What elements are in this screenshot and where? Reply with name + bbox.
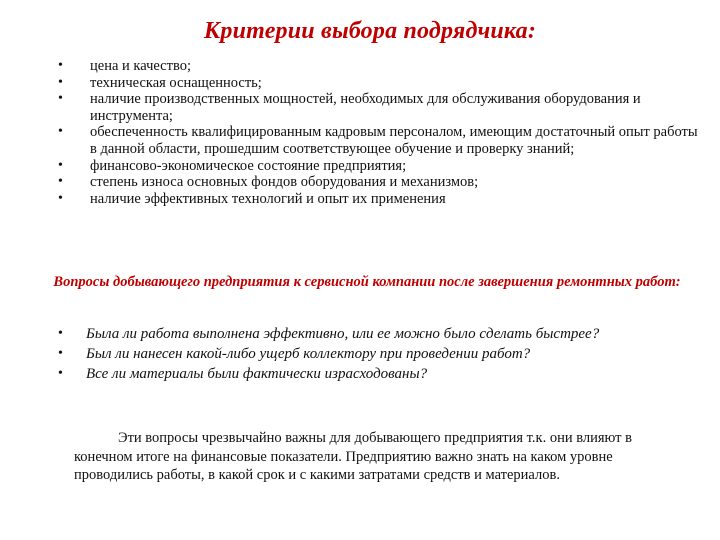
questions-list — [56, 325, 656, 385]
criteria-item: • техническая оснащенность; — [56, 75, 706, 92]
criteria-item: • финансово-экономическое состояние предприятия; — [56, 158, 706, 175]
criteria-item: • наличие эффективных технологий и опыт их применения — [56, 191, 706, 208]
criteria-item: • обеспеченность квалифицированным кадровым персоналом, имеющим достаточный опыт работы в данной области, прошедшим соответствующее обучение и проверку знаний; — [56, 124, 706, 157]
page-title: Критерии выбора подрядчика: — [203, 18, 537, 44]
question-item: • Был ли нанесен какой-либо ущерб коллектору при проведении работ? — [56, 345, 656, 363]
questions-heading: Вопросы добывающего предприятия к сервисной компании после завершения ремонтных работ: — [53, 274, 681, 290]
criteria-list — [56, 58, 706, 207]
conclusion-paragraph: Эти вопросы чрезвычайно важны для добывающего предприятия т.к. они влияют в конечном итоге на финансовые показатели. Предприятию важно знать на каком уровне проводились работы, в какой срок и с какими затратами средств и материалов. — [74, 430, 632, 483]
criteria-item: • цена и качество; — [56, 58, 706, 75]
question-item: • Была ли работа выполнена эффективно, или ее можно было сделать быстрее? — [56, 325, 656, 343]
question-item: • Все ли материалы были фактически израсходованы? — [56, 365, 656, 383]
criteria-item: • степень износа основных фондов оборудования и механизмов; — [56, 174, 706, 191]
criteria-item: • наличие производственных мощностей, необходимых для обслуживания оборудования и инструмента; — [56, 91, 706, 124]
